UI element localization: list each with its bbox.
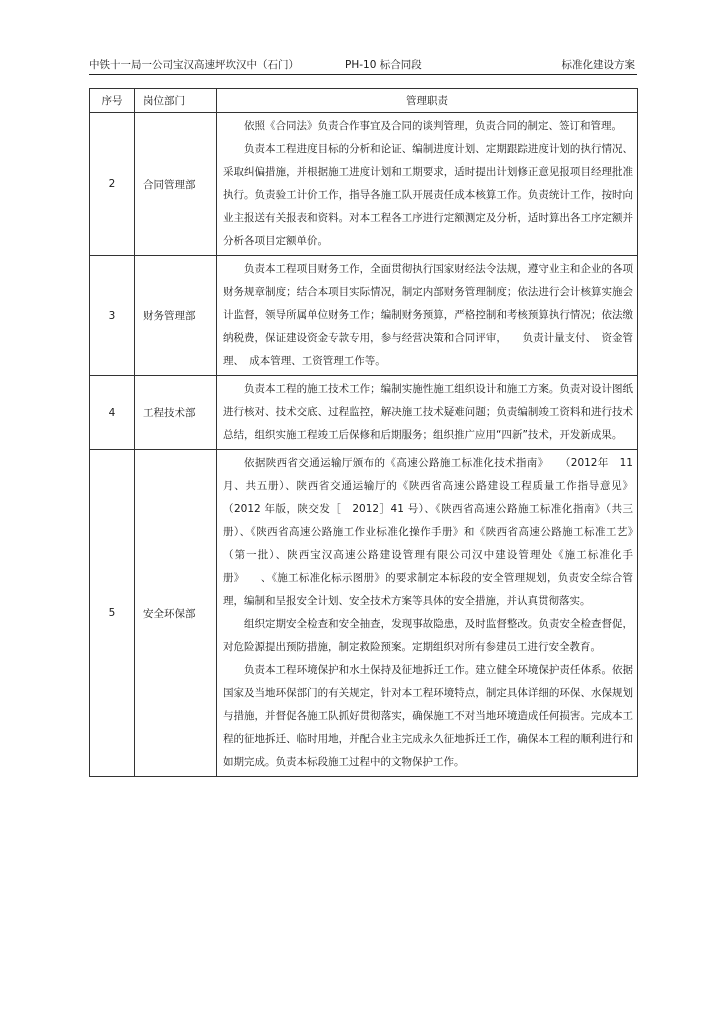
header-cell-dept: 岗位部门 — [135, 89, 217, 113]
table-row-finance — [90, 256, 638, 376]
table-header-row — [90, 89, 638, 113]
header-cell-no: 序号 — [90, 89, 135, 113]
department-name: 工程技术部 — [135, 376, 217, 450]
duty-cell — [217, 113, 638, 256]
row-number: 2 — [90, 113, 135, 256]
duty-paragraph: 负责本工程环境保护和水土保持及征地拆迁工作。建立健全环境保护责任体系。依据国家及当地环保部门的有关规定，针对本工程环境特点，制定具体详细的环保、水保规划与措施，并督促各施工队抓好贯彻落实，确保施工不对当地环境造成任何损害。完成本工程的征地拆迁、临时用地，并配合业主完成永久征地拆迁工作，确保本工程的顺利进行和如期完成。负责本标段施工过程中的文物保护工作。 — [223, 664, 633, 768]
duty-paragraph: 负责本工程进度目标的分析和论证、编制进度计划、定期跟踪进度计划的执行情况、采取纠偏措施，并根据施工进度计划和工期要求，适时提出计划修正意见报项目经理批准执行。负责验工计价工作，指导各施工队开展责任成本核算工作。负责统计工作，按时向业主报送有关报表和资料。对本工程各工序进行定额测定及分析，适时算出各工序定额并分析各项目定额单价。 — [223, 143, 633, 247]
responsibility-table — [89, 88, 654, 777]
table-row-safety — [90, 450, 638, 777]
header-section: PH-10 标合同段 — [345, 59, 422, 71]
department-name: 财务管理部 — [135, 256, 217, 376]
header-doc-title: 标准化建设方案 — [561, 59, 635, 71]
table-row-contract — [90, 113, 638, 256]
duty-paragraph: 依照《合同法》负责合作事宜及合同的谈判管理，负责合同的制定、签订和管理。 — [244, 120, 622, 132]
duty-paragraph: 组织定期安全检查和安全抽查，发现事故隐患，及时监督整改。负责安全检查督促，对危险源提出预防措施，制定救险预案。定期组织对所有参建员工进行安全教育。 — [223, 618, 633, 653]
department-name: 安全环保部 — [135, 450, 217, 777]
duty-paragraph: 依据陕西省交通运输厅颁布的《高速公路施工标准化技术指南》 （2012年 11 月、共五册）、陕西省交通运输厅的《陕西省高速公路建设工程质量工作指导意见》（2012 年版，陕交发［ 2012］41 号）、《陕西省高速公路施工标准化指南》（共三册）、《陕西省高速公路施工作业标准化操作手册》和《陕西省高速公路施工标准工艺》 （第一批）、陕西宝汉高速公路建设管理有限公司汉中建设管理处《施工标准化手册》 、《施工标准化标示图册》的要求制定本标段的安全管理规划，负责安全综合管理，编制和呈报安全计划、安全技术方案等具体的安全措施，并认真贯彻落实。 — [223, 457, 654, 607]
row-number: 5 — [90, 450, 135, 777]
department-name: 合同管理部 — [135, 113, 217, 256]
header-cell-duty: 管理职责 — [217, 89, 638, 113]
duty-cell — [217, 256, 638, 376]
duty-paragraph: 负责本工程的施工技术工作；编制实施性施工组织设计和施工方案。负责对设计图纸进行核对、技术交底、过程监控，解决施工技术疑难问题；负责编制竣工资料和进行技术总结，组织实施工程竣工后保修和后期服务；组织推广应用“四新”技术，开发新成果。 — [223, 383, 633, 441]
duty-cell — [217, 450, 654, 777]
page-header — [89, 56, 637, 75]
table-row-engineering — [90, 376, 638, 450]
duty-paragraph: 负责本工程项目财务工作，全面贯彻执行国家财经法令法规，遵守业主和企业的各项财务规章制度；结合本项目实际情况，制定内部财务管理制度；依法进行会计核算实施会计监督，领导所属单位财务工作；编制财务预算，严格控制和考核预算执行情况；依法缴纳税费，保证建设资金专款专用，参与经营决策和合同评审， 负责计量支付、 资金管理、 成本管理、工资管理工作等。 — [223, 263, 633, 367]
duty-cell — [217, 376, 638, 450]
header-project-name: 中铁十一局一公司宝汉高速坪坎汉中（石门） — [89, 59, 299, 71]
row-number: 4 — [90, 376, 135, 450]
row-number: 3 — [90, 256, 135, 376]
